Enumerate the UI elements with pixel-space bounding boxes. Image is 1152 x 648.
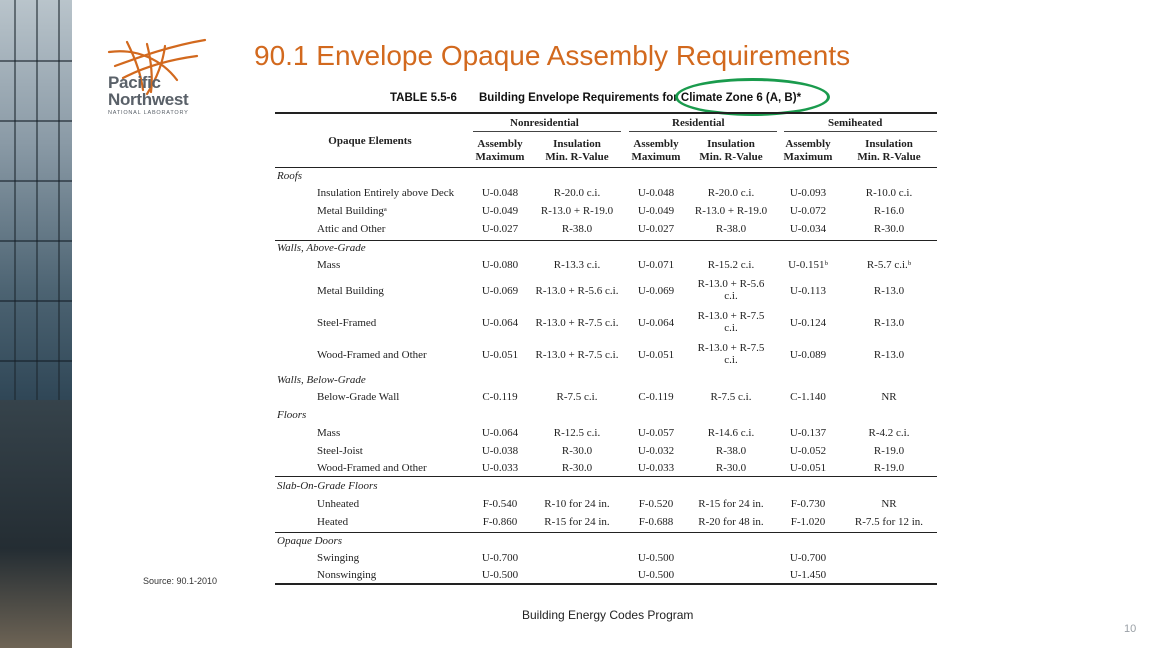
- page-number: 10: [1124, 623, 1137, 635]
- table-cell: R-13.0 + R-7.5 c.i.: [535, 349, 619, 361]
- column-header: Min. R-Value: [545, 151, 609, 163]
- section-title: Opaque Doors: [277, 535, 343, 547]
- table-cell: R-4.2 c.i.: [868, 427, 910, 439]
- table-cell: R-30.0: [873, 223, 905, 235]
- table-cell: R-15 for 24 in.: [544, 516, 610, 528]
- table-cell: NR: [881, 498, 897, 510]
- table-cell: R-13.0 + R-5.6 c.i.: [697, 278, 765, 302]
- row-label: Insulation Entirely above Deck: [317, 187, 455, 199]
- table-header-rule: [275, 167, 937, 168]
- table-cell: R-38.0: [715, 223, 747, 235]
- table-cell: R-13.0 + R-5.6 c.i.: [535, 285, 619, 297]
- table-cell: C-1.140: [790, 391, 826, 403]
- table-cell: F-0.540: [482, 498, 518, 510]
- table-cell: U-0.069: [637, 285, 675, 297]
- table-cell: U-0.057: [637, 427, 675, 439]
- column-header: Min. R-Value: [857, 151, 921, 163]
- table-cell: F-1.020: [790, 516, 826, 528]
- row-label: Metal Buildingᵃ: [317, 205, 387, 217]
- table-cell: C-0.119: [638, 391, 674, 403]
- section-title: Floors: [277, 409, 307, 421]
- table-cell: U-0.093: [789, 187, 827, 199]
- table-cell: U-0.052: [789, 445, 827, 457]
- table-cell: R-13.0: [873, 317, 905, 329]
- section-rule: [275, 240, 937, 241]
- table-cell: R-7.5 c.i.: [710, 391, 752, 403]
- table-caption: Building Envelope Requirements for Climate Zone 6 (A, B)*: [479, 92, 802, 104]
- table-cell: U-0.064: [637, 317, 675, 329]
- table-cell: R-13.0 + R-7.5 c.i.: [535, 317, 619, 329]
- group-residential: Residential: [672, 117, 725, 129]
- table-cell: U-0.500: [637, 552, 675, 564]
- table-cell: R-20.0 c.i.: [553, 187, 601, 199]
- table-cell: R-13.0 + R-7.5 c.i.: [697, 342, 765, 366]
- table-cell: U-0.071: [637, 259, 675, 271]
- table-cell: U-0.064: [481, 317, 519, 329]
- table-cell: U-0.051: [789, 462, 827, 474]
- column-header: Maximum: [631, 151, 681, 163]
- table-cell: R-30.0: [561, 445, 593, 457]
- group-nonresidential: Nonresidential: [510, 117, 579, 129]
- table-cell: U-0.700: [789, 552, 827, 564]
- table-cell: R-13.0 + R-19.0: [540, 205, 614, 217]
- table-cell: F-0.688: [638, 516, 674, 528]
- column-header: Insulation: [865, 138, 913, 150]
- column-header: Assembly: [477, 138, 523, 150]
- table-cell: R-38.0: [715, 445, 747, 457]
- table-cell: R-20 for 48 in.: [698, 516, 764, 528]
- table-cell: U-0.080: [481, 259, 519, 271]
- table-cell: R-38.0: [561, 223, 593, 235]
- table-cell: U-0.048: [637, 187, 675, 199]
- opaque-elements-header: Opaque Elements: [328, 135, 412, 147]
- column-header: Maximum: [783, 151, 833, 163]
- table-cell: R-5.7 c.i.ᵇ: [866, 259, 912, 271]
- row-label: Below-Grade Wall: [317, 391, 400, 403]
- logo-line-1: Pacific: [108, 73, 161, 92]
- table-cell: U-0.113: [790, 285, 826, 297]
- table-cell: U-1.450: [789, 569, 827, 581]
- table-cell: U-0.700: [481, 552, 519, 564]
- table-cell: U-0.049: [637, 205, 675, 217]
- table-cell: U-0.137: [789, 427, 827, 439]
- row-label: Heated: [317, 516, 349, 528]
- table-cell: R-20.0 c.i.: [707, 187, 755, 199]
- table-cell: F-0.860: [482, 516, 518, 528]
- row-label: Mass: [317, 427, 341, 439]
- row-label: Swinging: [317, 552, 360, 564]
- section-title: Walls, Below-Grade: [277, 374, 366, 386]
- table-cell: U-0.064: [481, 427, 519, 439]
- column-header: Insulation: [553, 138, 601, 150]
- table-cell: U-0.151ᵇ: [788, 259, 828, 271]
- table-cell: U-0.027: [481, 223, 519, 235]
- table-cell: R-30.0: [715, 462, 747, 474]
- table-cell: R-13.0: [873, 285, 905, 297]
- section-title: Walls, Above-Grade: [277, 242, 366, 254]
- table-cell: U-0.048: [481, 187, 519, 199]
- row-label: Wood-Framed and Other: [317, 349, 427, 361]
- table-cell: R-13.0 + R-19.0: [694, 205, 768, 217]
- column-header: Assembly: [633, 138, 679, 150]
- row-label: Mass: [317, 259, 341, 271]
- row-label: Unheated: [317, 498, 360, 510]
- table-cell: U-0.033: [481, 462, 519, 474]
- section-title: Roofs: [277, 170, 303, 182]
- logo-line-2: Northwest: [108, 90, 189, 109]
- table-cell: C-0.119: [482, 391, 518, 403]
- table-cell: R-12.5 c.i.: [553, 427, 601, 439]
- section-rule: [275, 476, 937, 477]
- table-cell: R-10.0 c.i.: [865, 187, 913, 199]
- footer-program: Building Energy Codes Program: [522, 608, 694, 622]
- table-cell: R-19.0: [873, 445, 905, 457]
- table-cell: U-0.051: [481, 349, 519, 361]
- table-cell: R-13.0: [873, 349, 905, 361]
- table-cell: U-0.500: [637, 569, 675, 581]
- table-cell: R-13.0 + R-7.5 c.i.: [697, 310, 765, 334]
- column-header: Insulation: [707, 138, 755, 150]
- row-label: Metal Building: [317, 285, 384, 297]
- table-cell: U-0.049: [481, 205, 519, 217]
- row-label: Steel-Joist: [317, 445, 363, 457]
- column-header: Assembly: [785, 138, 831, 150]
- table-top-rule: [275, 112, 937, 114]
- table-cell: U-0.051: [637, 349, 675, 361]
- table-cell: NR: [881, 391, 897, 403]
- row-label: Nonswinging: [317, 569, 377, 581]
- table-cell: U-0.072: [789, 205, 827, 217]
- table-cell: U-0.033: [637, 462, 675, 474]
- table-cell: R-15 for 24 in.: [698, 498, 764, 510]
- table-cell: R-15.2 c.i.: [707, 259, 755, 271]
- group-semiheated: Semiheated: [828, 117, 883, 129]
- table-cell: F-0.730: [790, 498, 826, 510]
- row-label: Wood-Framed and Other: [317, 462, 427, 474]
- table-cell: U-0.500: [481, 569, 519, 581]
- column-header: Min. R-Value: [699, 151, 763, 163]
- table-cell: F-0.520: [638, 498, 674, 510]
- table-cell: U-0.032: [637, 445, 675, 457]
- column-header: Maximum: [475, 151, 525, 163]
- row-label: Attic and Other: [317, 223, 386, 235]
- table-cell: U-0.027: [637, 223, 675, 235]
- table-cell: R-13.3 c.i.: [553, 259, 601, 271]
- table-bottom-rule: [275, 583, 937, 585]
- table-cell: R-7.5 for 12 in.: [854, 516, 924, 528]
- table-cell: U-0.034: [789, 223, 827, 235]
- table-cell: U-0.124: [789, 317, 827, 329]
- table-cell: R-7.5 c.i.: [556, 391, 598, 403]
- source-note: Source: 90.1-2010: [143, 576, 218, 586]
- table-cell: R-30.0: [561, 462, 593, 474]
- table-cell: R-10 for 24 in.: [544, 498, 610, 510]
- table-cell: U-0.038: [481, 445, 519, 457]
- climate-zone-highlight: [675, 78, 830, 116]
- section-rule: [275, 532, 937, 533]
- table-number: TABLE 5.5-6: [390, 92, 457, 104]
- table-cell: U-0.089: [789, 349, 827, 361]
- table-cell: R-16.0: [873, 205, 905, 217]
- table-cell: R-19.0: [873, 462, 905, 474]
- building-photo: [0, 0, 72, 648]
- table-cell: R-14.6 c.i.: [707, 427, 755, 439]
- row-label: Steel-Framed: [317, 317, 377, 329]
- table-cell: U-0.069: [481, 285, 519, 297]
- section-title: Slab-On-Grade Floors: [277, 480, 378, 492]
- slide-title: 90.1 Envelope Opaque Assembly Requirements: [254, 40, 851, 71]
- logo-line-3: NATIONAL LABORATORY: [108, 110, 189, 116]
